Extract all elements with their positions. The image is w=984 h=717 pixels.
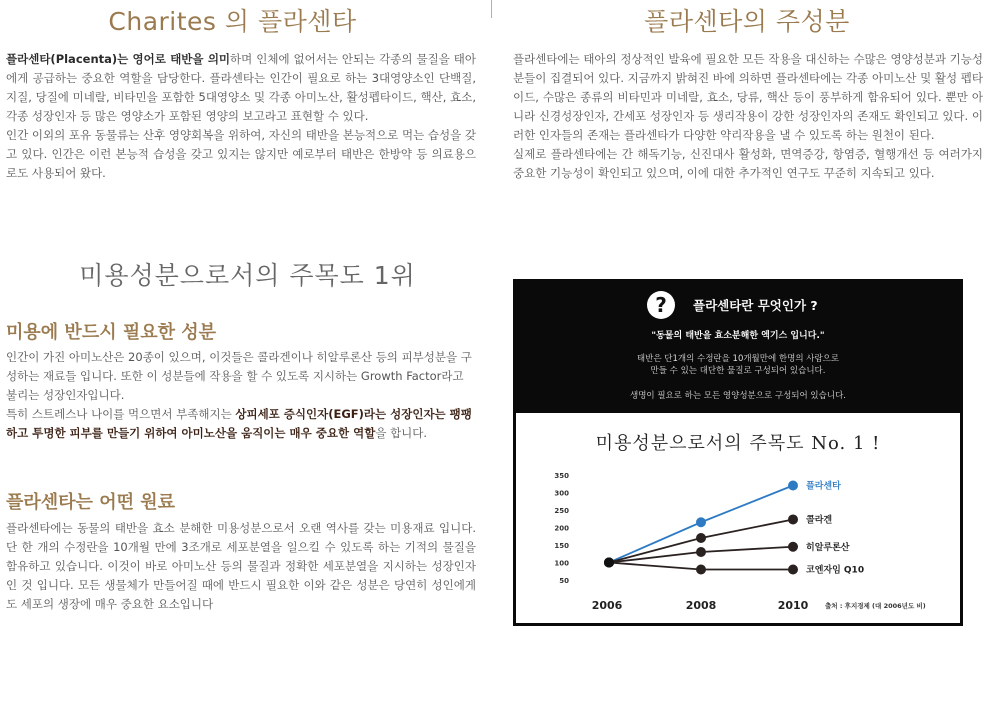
infobox-description: [513, 353, 963, 377]
chart-panel: [516, 413, 960, 623]
chart-source: 출처 : 후지경제 (대 2006년도 비): [825, 602, 926, 610]
data-point: [788, 481, 798, 491]
y-tick-label: 100: [554, 559, 569, 568]
x-tick-label: 2008: [685, 599, 717, 612]
section-title-charites: Charites 의 플라센타: [108, 7, 357, 36]
infobox-desc-line-1: 태반은 단1개의 수정란을 10개월만에 한명의 사람으로: [636, 354, 840, 364]
series-label: 플라센타: [806, 481, 841, 492]
infobox-desc-line-3: 생명이 필요로 하는 모든 영양성분으로 구성되어 있습니다.: [630, 391, 846, 401]
data-point: [696, 533, 706, 543]
line-chart: [516, 413, 960, 623]
charites-paragraph-1: [6, 50, 476, 126]
infobox-question: 플라센타란 무엇인가 ?: [693, 298, 818, 313]
x-tick-label: 2010: [777, 599, 809, 612]
ingredients-paragraph-2: 실제로 플라센타에는 간 해독기능, 신진대사 활성화, 면역증강, 항염증, 혈행개선 등 여러가지 중요한 기능성이 확인되고 있으며, 이에 대한 추가적인 연구도 꾸준히 지속되고 있다.: [513, 147, 983, 180]
y-tick-label: 50: [559, 577, 569, 585]
y-tick-label: 350: [554, 472, 569, 480]
charites-text-block: [6, 50, 476, 183]
section-title-main-ingredients: 플라센타의 주성분: [644, 7, 850, 36]
series-label: 히알루론산: [806, 542, 850, 553]
infobox-quote: "동물의 태반을 효소분해한 엑기스 입니다.": [651, 331, 825, 341]
essential-plain: 특히 스트레스나 나이를 먹으면서 부족해지는: [6, 407, 236, 421]
essential-end: 을 합니다.: [375, 426, 428, 440]
data-point: [604, 558, 614, 568]
ingredients-paragraph-1: 플라센타에는 태아의 정상적인 발육에 필요한 모든 작용을 대신하는 수많은 영양성분과 기능성분들이 집결되어 있다. 지금까지 밝혀진 바에 의하면 플라센타에는 각종 아미노산 및 활성 펩타이드, 수많은 종류의 비타민과 미네랄, 효소, 당류, 핵산 등이 풍부하게 함유되어 있다. 뿐만 아니라 신경성장인자, 간세포 성장인자 등 생리작용이 강한 성장인자의 존재도 확인되고 있다. 이러한 인자들의 존재는 플라센타가 다양한 약리작용을 낼 수 있도록 하는 원천이 된다.: [513, 52, 983, 142]
series-label: 콜라겐: [806, 515, 833, 526]
column-divider: [491, 0, 492, 18]
infobox-desc-line-2: 만들 수 있는 대단한 물질로 구성되어 있습니다.: [650, 366, 826, 376]
y-tick-label: 300: [554, 489, 569, 498]
subheading-essential: 미용에 반드시 필요한 성분: [6, 322, 217, 343]
x-tick-label: 2006: [591, 599, 623, 612]
data-point: [788, 565, 798, 575]
essential-paragraph-1: 인간이 가진 아미노산은 20종이 있으며, 이것들은 콜라겐이나 히알루론산 등의 피부성분을 구성하는 재료들 입니다. 또한 이 성분들에 작용을 할 수 있도록 지시하는 Growth Factor라고 불리는 성장인자입니다.: [6, 350, 472, 402]
series-label: 코엔자임 Q10: [806, 565, 865, 576]
question-mark-icon: ?: [647, 291, 675, 319]
y-tick-label: 250: [554, 507, 569, 515]
charites-bold-intro: 플라센타(Placenta)는 영어로 태반을 의미: [6, 52, 231, 66]
data-point: [696, 517, 706, 527]
material-paragraph: 플라센타에는 동물의 태반을 효소 분해한 미용성분으로서 오랜 역사를 갖는 미용재료 입니다. 단 한 개의 수정란을 10개월 만에 3조개로 세포분열을 일으킬 수 있도록 하는 기적의 물질을 함유하고 있습니다. 이것이 바로 아미노산 등의 물질과 정확한 세포분열을 지시하는 성장인자인 것 입니다. 모든 생물체가 만들어질 때에 반드시 필요한 이와 같은 성분은 당연히 성인에게도 세포의 생장에 매우 중요한 요소입니다: [6, 521, 476, 611]
charites-intro-rest: 하며 인체에 없어서는 안되는 각종의 물질을 태아에게 공급하는 중요한 역할을 담당한다. 플라센타는 인간이 필요로 하는 3대영양소인 단백질, 지질, 당질에 미네랄, 비타민을 포함한 5대영양소 및 각종 아미노산, 활성펩타이드, 핵산, 효소, 각종 성장인자 등 많은 영양소가 포함된 영양의 보고라고 표현할 수 있다.: [6, 52, 476, 123]
data-point: [696, 565, 706, 575]
chart-title: 미용성분으로서의 주목도 No. 1 !: [595, 433, 881, 454]
essential-paragraph-2: [6, 405, 476, 443]
placenta-infobox: [513, 279, 963, 626]
material-text-block: [6, 519, 476, 614]
section-title-beauty-rank: 미용성분으로서의 주목도 1위: [79, 261, 416, 290]
essential-bold: 상피세포 증식인자(EGF)라는 성장인자는 팽팽하고 투명한 피부를 만들기 위하여 아미노산을 움직이는 매우 중요한 역할: [6, 407, 472, 440]
subheading-material: 플라센타는 어떤 원료: [6, 492, 176, 513]
charites-paragraph-2: 인간 이외의 포유 동물류는 산후 영양회복을 위하여, 자신의 태반을 본능적으로 먹는 습성을 갖고 있다. 인간은 이런 본능적 습성을 갖고 있지는 않지만 예로부터 태반은 한방약 등 의료용으로도 사용되어 왔다.: [6, 128, 476, 180]
y-tick-label: 200: [554, 524, 569, 533]
data-point: [788, 542, 798, 552]
data-point: [696, 547, 706, 557]
data-point: [788, 514, 798, 524]
essential-text-block: [6, 348, 476, 443]
ingredients-text-block: [513, 50, 983, 183]
y-tick-label: 150: [554, 542, 569, 550]
